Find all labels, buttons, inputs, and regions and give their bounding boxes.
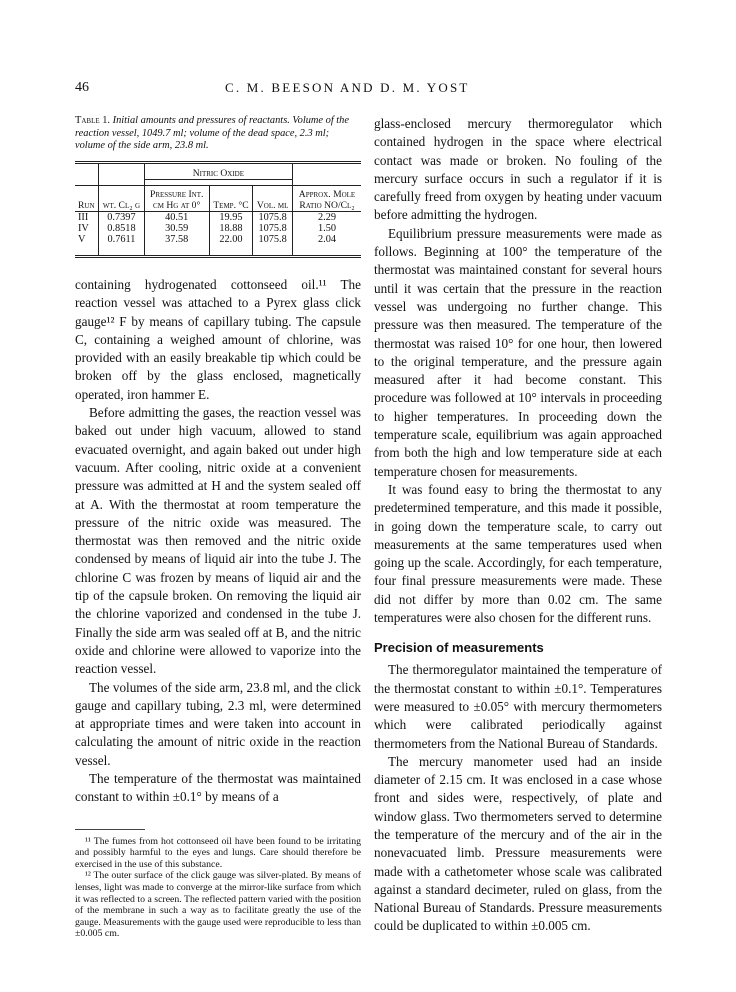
cell-vol: 1075.8 [253, 223, 293, 234]
right-column [374, 115, 662, 936]
cell-ratio: 2.29 [293, 212, 362, 224]
table-row [75, 223, 361, 234]
cell-vol: 1075.8 [253, 212, 293, 224]
body-paragraph: glass-enclosed mercury thermoregulator which contained hydrogen in the space where electrical contact was made or broken. No fouling of the mercury surface occurs in such a regulator if it is carefully freed from oxygen by heating under vacuum before admitting the hydrogen. [374, 116, 662, 223]
cell-pressure: 30.59 [144, 223, 209, 234]
cell-pressure: 40.51 [144, 212, 209, 224]
table-row [75, 234, 361, 245]
table-row [75, 212, 361, 224]
body-paragraph: The mercury manometer used had an inside diameter of 2.15 cm. It was enclosed in a case whose front and sides were, respectively, of plate and window glass. Two thermometers served to determine the temperature of the mercury and of the air in the nonevacuated limb. Pressure measurements were made with a cathetometer whose scale was calibrated against a standard decimeter, ruled on glass, from the National Bureau of Standards. Pressure measurements could be duplicated to within ±0.005 cm. [374, 753, 662, 934]
body-paragraph: It was found easy to bring the thermostat to any predetermined temperature, and this made it possible, in going down the temperature scale, to carry out measurements at the same temperatures used when going up the scale. Accordingly, for each temperature, four final pressure measurements were made. These did not differ by more than 0.02 cm. The same temperatures were also chosen for the different runs. [374, 481, 662, 626]
body-paragraph: The temperature of the thermostat was maintained constant to within ±0.1° by means of a [75, 771, 361, 805]
body-paragraph: Before admitting the gases, the reaction vessel was baked out under high vacuum, allowed to stand evacuated overnight, and again baked out under high vacuum. After cooling, nitric oxide at a convenient pressure was admitted at H and the system sealed off at A. With the thermostat at room temperature the pressure of the nitric oxide was measured. The thermostat was then removed and the nitric oxide condensed by means of liquid air into the tube J. The chlorine C was frozen by means of liquid air and the tip of the capsule broken. On removing the liquid air the chlorine vaporized and condensed in the tube J. Finally the side arm was sealed off at B, and the nitric oxide and chlorine were allowed to vaporize into the reaction vessel. [75, 405, 361, 677]
cell-wt: 0.7611 [99, 234, 144, 245]
footnote-12: ¹² The outer surface of the click gauge was silver-plated. By means of lenses, light was made to converge at the mirror-like surface from which it was reflected to a screen. The reflected pattern varied with the position of the membrane in such a way as to facilitate greatly the use of the gauge. Measurements with the gauge used were reproducible to less than ±0.005 cm. [75, 870, 361, 940]
col-vol: Vol. ml [256, 200, 289, 211]
footnote-rule [75, 829, 145, 830]
body-paragraph: The thermoregulator maintained the temperature of the thermostat constant to within ±0.1°. Temperatures were measured to ±0.05° with mercury thermometers which were calibrated periodically against thermometers from the National Bureau of Standards. [374, 662, 662, 751]
cell-temp: 18.88 [209, 223, 253, 234]
cell-run: III [78, 212, 89, 223]
cell-run: V [78, 234, 86, 245]
page-header [75, 80, 655, 100]
body-paragraph: Equilibrium pressure measurements were made as follows. Beginning at 100° the temperature of the thermostat was maintained constant for several hours until it was certain that the pressure in the reaction vessel was undergoing no further change. This pressure was then measured. The temperature of the thermostat was raised 10° for one hour, then lowered to the original temperature, and the pressure again measured after it had become constant. This procedure was followed at 10° intervals in proceeding to higher temperatures. In proceeding down the temperature scale, equilibrium was again approached from both the high and low temperature side at each temperature chosen for measurements. [374, 225, 662, 479]
cell-wt: 0.8518 [99, 223, 144, 234]
body-paragraph: containing hydrogenated cottonseed oil.¹¹ The reaction vessel was attached to a Pyrex glass click gauge¹² F by means of capillary tubing. The capsule C, containing a weighed amount of chlorine, was provided with an easily breakable tip which could be broken off by the glass enclosed, magnetically operated, iron hammer E. [75, 277, 361, 402]
reactants-table [75, 161, 361, 259]
cell-temp: 19.95 [209, 212, 253, 224]
col-run: Run [78, 200, 95, 211]
col-temp: Temp. °C [213, 200, 249, 211]
cell-vol: 1075.8 [253, 234, 293, 245]
section-heading: Precision of measurements [374, 640, 544, 656]
col-wt: wt. Cl₂ g [102, 200, 141, 211]
cell-ratio: 2.04 [293, 234, 362, 245]
cell-pressure: 37.58 [144, 234, 209, 245]
cell-temp: 22.00 [209, 234, 253, 245]
col-ratio: Approx. Mole Ratio NO/Cl₂ [298, 189, 356, 211]
col-pressure: Pressure Int. cm Hg at 0° [149, 189, 204, 211]
left-column [75, 115, 361, 940]
running-title: C. M. BEESON AND D. M. YOST [225, 80, 470, 95]
group-header: Nitric Oxide [192, 167, 244, 179]
table-caption [75, 115, 361, 153]
cell-ratio: 1.50 [293, 223, 362, 234]
page-number: 46 [75, 80, 89, 95]
table-caption-text: Initial amounts and pressures of reactants. Volume of the reaction vessel, 1049.7 ml; volume of the dead space, 2.3 ml; volume of the side arm, 23.8 ml. [75, 115, 349, 151]
cell-run: IV [78, 223, 89, 234]
body-paragraph: The volumes of the side arm, 23.8 ml, and the click gauge and capillary tubing, 2.3 ml, were determined at appropriate times and were taken into account in calculating the amount of nitric oxide in the reaction vessel. [75, 679, 361, 768]
footnote-11: ¹¹ The fumes from hot cottonseed oil have been found to be irritating and possibly harmful to the eyes and lungs. Care should therefore be exercised in the use of this substance. [75, 835, 361, 870]
cell-wt: 0.7397 [99, 212, 144, 224]
table-label: Table 1. [75, 115, 111, 126]
